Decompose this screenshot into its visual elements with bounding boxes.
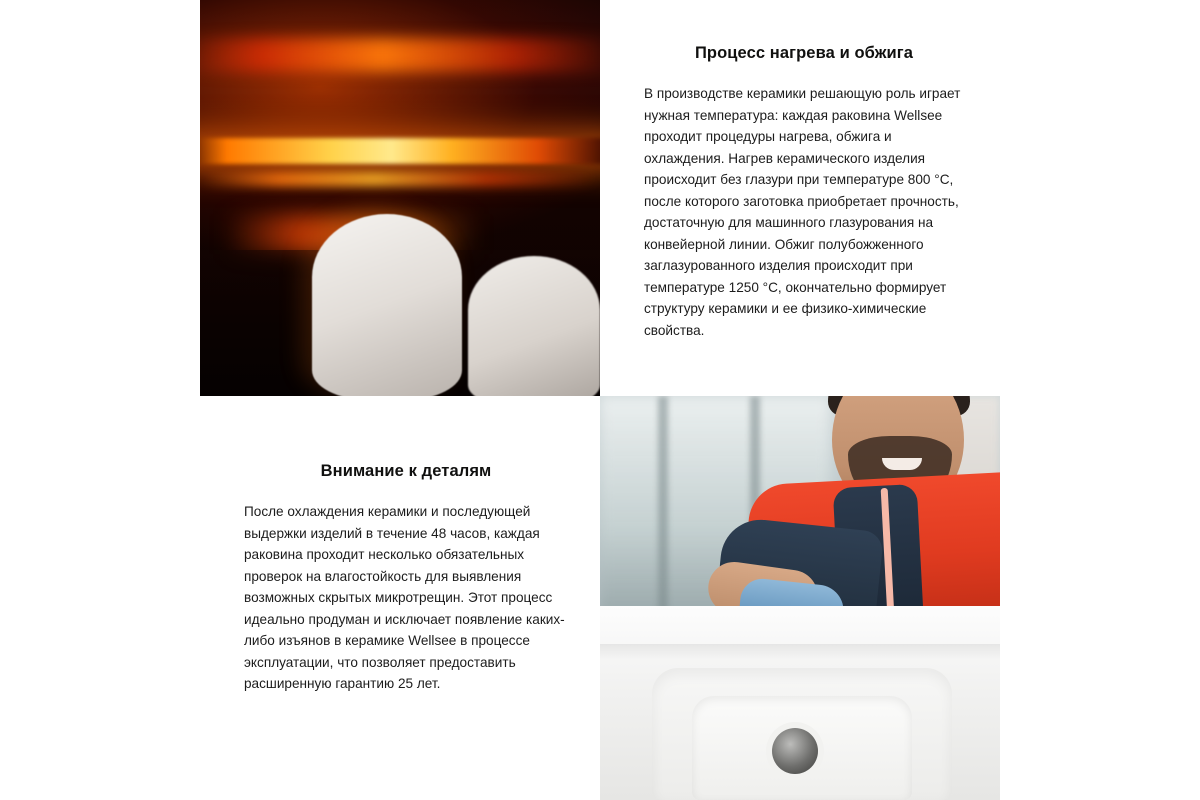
section-heating-firing [0, 0, 1200, 396]
window-mullion-left [658, 396, 668, 611]
furnace-glow-secondary [200, 172, 600, 186]
furnace-ceramic-sink-right [468, 256, 600, 396]
section-body-detail: После охлаждения керамики и последующей выдержки изделий в течение 48 часов, каждая раковина проходит несколько обязательных проверок на влагостойкость для выявления возможных скрытых микротрещин. Этот процесс идеально продуман и исключает появление каких-либо изъянов в керамике Wellsee в процессе эксплуатации, что позволяет предоставить расширенную гарантию 25 лет. [244, 504, 565, 691]
left-gutter-2 [0, 396, 200, 800]
left-gutter [0, 0, 200, 396]
section-attention-to-detail [0, 396, 1200, 800]
heating-text-block [600, 0, 1000, 396]
furnace-image [200, 0, 600, 396]
detail-text-block [200, 396, 600, 800]
right-gutter [1000, 0, 1200, 396]
furnace-glow-main [200, 138, 600, 164]
worker-smile [882, 458, 922, 470]
section-title-heating: Процесс нагрева и обжига [694, 44, 914, 62]
sink-edge-shading [600, 644, 1000, 660]
right-gutter-2 [1000, 396, 1200, 800]
section-body-heating: В производстве керамики решающую роль играет нужная температура: каждая раковина Wellsee проходит процедуры нагрева, обжига и охлаждения. Нагрев керамического изделия происходит без глазури при температуре 800 °C, после которого заготовка приобретает прочность, достаточную для машинного глазурования на конвейерной линии. Обжиг полубожженного заглазурованного изделия происходит при температуре 1250 °C, окончательно формирует структуру керамики и ее физико-химические свойства. [644, 86, 961, 338]
section-title-detail: Внимание к деталям [320, 462, 492, 480]
furnace-glow-top [200, 38, 600, 72]
furnace-ceramic-sink-left [312, 214, 462, 396]
sink-drain [772, 728, 818, 774]
worker-inspection-image [600, 396, 1000, 800]
